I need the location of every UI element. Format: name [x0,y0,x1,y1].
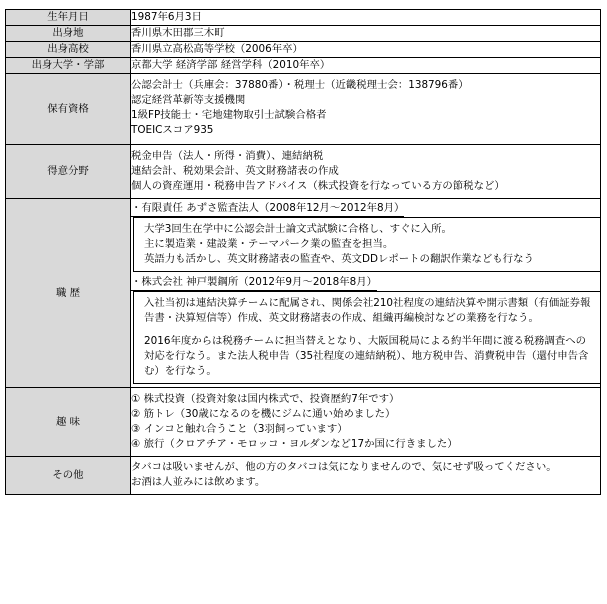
table-row [6,199,601,388]
birth-value: 1987年6月3日 [131,10,601,26]
hometown-value: 香川県木田郡三木町 [131,26,601,42]
career-firm-2 [131,275,600,384]
list-item: 個人の資産運用・税務申告アドバイス（株式投資を行なっている方の節税など） [131,180,505,192]
qualifications-value [131,74,601,145]
list-item: 税金申告（法人・所得・消費）、連結納税 [131,150,324,162]
highschool-label: 出身高校 [6,42,131,58]
table-row [6,145,601,199]
career-firm-1 [131,201,600,272]
career-label: 職 歴 [6,199,131,388]
list-item: ④ 旅行（クロアチア・モロッコ・ヨルダンなど17か国に行きました） [131,438,458,450]
table-row [6,388,601,457]
list-item: 認定経営革新等支援機関 [131,94,246,106]
table-row [6,10,601,26]
hobbies-value [131,388,601,457]
firm-2-paragraph-2: 2016年度からは税務チームに担当替えとなり、大阪国税局による約半年間に渡る税務調査への対応を行なう。また法人税申告（35社程度の連結納税）、地方税申告、消費税申告（還付申告含む）を行なう。 [144,335,589,377]
list-item: 公認会計士（兵庫会：37880番）・税理士（近畿税理士会：138796番） [131,79,469,91]
hometown-label: 出身地 [6,26,131,42]
list-item: 主に製造業・建設業・テーマパーク業の監査を担当。 [144,238,394,250]
list-item: ② 筋トレ（30歳になるのを機にジムに通い始めました） [131,408,396,420]
list-item: 大学3回生在学中に公認会計士論文式試験に合格し、すぐに入所。 [144,223,452,235]
qualifications-label: 保有資格 [6,74,131,145]
birth-label: 生年月日 [6,10,131,26]
firm-2-title: ・株式会社 神戸製鋼所（2012年9月～2018年8月） [131,275,377,291]
firm-1-title: ・有限責任 あずさ監査法人（2008年12月～2012年8月） [131,201,404,217]
list-item: 1級FP技能士・宅地建物取引士試験合格者 [131,109,327,121]
table-row [6,58,601,74]
specialties-label: 得意分野 [6,145,131,199]
hobbies-label: 趣 味 [6,388,131,457]
table-row [6,74,601,145]
table-row [6,457,601,495]
university-label: 出身大学・学部 [6,58,131,74]
list-item: ① 株式投資（投資対象は国内株式で、投資歴約7年です） [131,393,400,405]
list-item: ③ インコと触れ合うこと（3羽飼っています） [131,423,348,435]
list-item: お酒は人並みには飲めます。 [131,476,266,488]
specialties-value [131,145,601,199]
profile-table [5,9,601,495]
table-row [6,42,601,58]
other-value [131,457,601,495]
highschool-value: 香川県立高松高等学校（2006年卒） [131,42,601,58]
university-value: 京都大学 経済学部 経営学科（2010年卒） [131,58,601,74]
list-item: タバコは吸いませんが、他の方のタバコは気になりませんので、気にせず吸ってください。 [131,461,557,473]
other-label: その他 [6,457,131,495]
table-row [6,26,601,42]
career-value [131,199,601,388]
list-item: 英語力も活かし、英文財務諸表の監査や、英文DDレポートの翻訳作業なども行なう [144,253,534,265]
list-item: 連結会計、税効果会計、英文財務諸表の作成 [131,165,339,177]
firm-2-body [133,291,600,384]
firm-2-paragraph-1: 入社当初は連結決算チームに配属され、関係会社210社程度の連結決算や開示書類（有価証券報告書・決算短信等）作成、英文財務諸表の作成、組織再編検討などの業務を行なう。 [144,297,591,324]
firm-1-body [133,217,600,272]
list-item: TOEICスコア935 [131,124,214,136]
